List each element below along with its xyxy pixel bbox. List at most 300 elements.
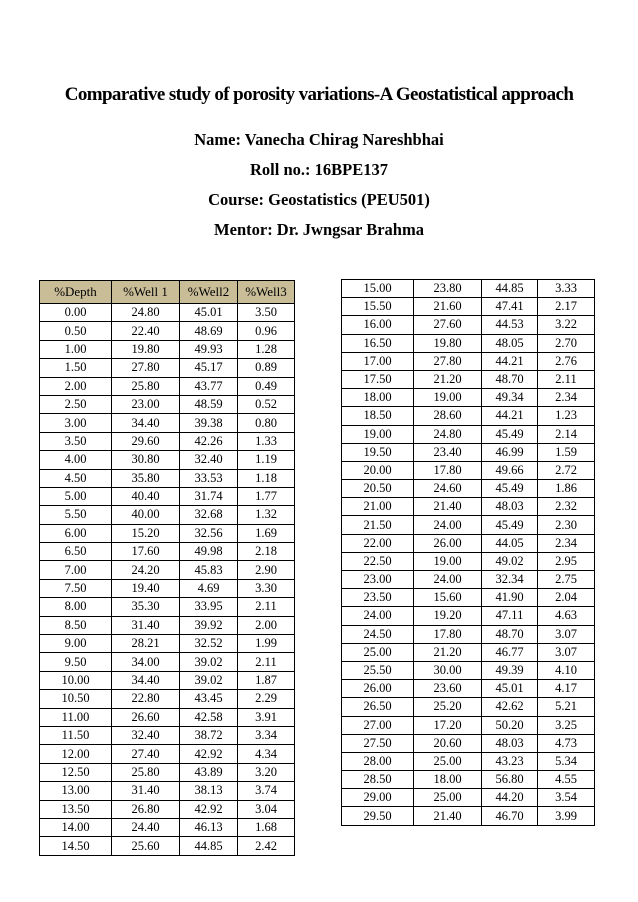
depth-cell: 19.00 bbox=[342, 425, 414, 443]
table-row bbox=[342, 807, 595, 825]
well2-cell: 44.85 bbox=[482, 280, 538, 298]
well2-cell: 56.80 bbox=[482, 771, 538, 789]
well3-cell: 4.34 bbox=[238, 745, 295, 763]
well3-cell: 3.91 bbox=[238, 708, 295, 726]
well3-cell: 2.11 bbox=[238, 598, 295, 616]
well1-cell: 24.20 bbox=[112, 561, 180, 579]
depth-cell: 26.50 bbox=[342, 698, 414, 716]
well1-cell: 15.20 bbox=[112, 524, 180, 542]
depth-cell: 16.50 bbox=[342, 334, 414, 352]
well2-cell: 48.69 bbox=[180, 322, 238, 340]
well3-cell: 1.18 bbox=[238, 469, 295, 487]
well3-cell: 3.04 bbox=[238, 800, 295, 818]
table-row bbox=[342, 298, 595, 316]
depth-cell: 13.50 bbox=[40, 800, 112, 818]
depth-cell: 14.00 bbox=[40, 818, 112, 836]
depth-cell: 15.00 bbox=[342, 280, 414, 298]
well1-cell: 24.00 bbox=[414, 571, 482, 589]
depth-cell: 12.50 bbox=[40, 763, 112, 781]
well1-cell: 21.60 bbox=[414, 298, 482, 316]
well3-cell: 4.17 bbox=[538, 680, 595, 698]
well1-cell: 21.20 bbox=[414, 643, 482, 661]
table-row bbox=[342, 661, 595, 679]
well1-cell: 26.80 bbox=[112, 800, 180, 818]
well3-cell: 4.10 bbox=[538, 661, 595, 679]
depth-cell: 13.00 bbox=[40, 782, 112, 800]
well2-cell: 48.03 bbox=[482, 734, 538, 752]
roll-number: Roll no.: 16BPE137 bbox=[250, 160, 388, 179]
depth-cell: 11.50 bbox=[40, 726, 112, 744]
table-row bbox=[342, 571, 595, 589]
table-row bbox=[40, 414, 295, 432]
well3-cell: 2.76 bbox=[538, 352, 595, 370]
well2-cell: 44.05 bbox=[482, 534, 538, 552]
well1-cell: 27.60 bbox=[414, 316, 482, 334]
well1-cell: 25.00 bbox=[414, 752, 482, 770]
table-body-left bbox=[40, 304, 295, 856]
table-row bbox=[40, 469, 295, 487]
depth-cell: 11.00 bbox=[40, 708, 112, 726]
well1-cell: 17.80 bbox=[414, 625, 482, 643]
table-row bbox=[40, 487, 295, 505]
table-row bbox=[342, 516, 595, 534]
depth-cell: 23.50 bbox=[342, 589, 414, 607]
table-row bbox=[40, 340, 295, 358]
table-row bbox=[40, 506, 295, 524]
well1-cell: 17.60 bbox=[112, 543, 180, 561]
well2-cell: 48.05 bbox=[482, 334, 538, 352]
well2-cell: 49.98 bbox=[180, 543, 238, 561]
well1-cell: 19.20 bbox=[414, 607, 482, 625]
depth-cell: 18.50 bbox=[342, 407, 414, 425]
well2-cell: 32.34 bbox=[482, 571, 538, 589]
table-row bbox=[40, 671, 295, 689]
table-row bbox=[342, 407, 595, 425]
table-row bbox=[342, 280, 595, 298]
table-row bbox=[40, 635, 295, 653]
table-row bbox=[342, 552, 595, 570]
table-row bbox=[40, 745, 295, 763]
well2-cell: 45.49 bbox=[482, 425, 538, 443]
depth-cell: 3.00 bbox=[40, 414, 112, 432]
table-row bbox=[40, 359, 295, 377]
well3-cell: 1.33 bbox=[238, 432, 295, 450]
well2-cell: 39.38 bbox=[180, 414, 238, 432]
well2-cell: 50.20 bbox=[482, 716, 538, 734]
table-row bbox=[40, 708, 295, 726]
well2-cell: 46.99 bbox=[482, 443, 538, 461]
well2-cell: 48.70 bbox=[482, 625, 538, 643]
well3-cell: 2.34 bbox=[538, 389, 595, 407]
depth-cell: 20.50 bbox=[342, 480, 414, 498]
well1-cell: 40.00 bbox=[112, 506, 180, 524]
well3-cell: 1.69 bbox=[238, 524, 295, 542]
table-row bbox=[40, 432, 295, 450]
well2-cell: 32.68 bbox=[180, 506, 238, 524]
well1-cell: 21.40 bbox=[414, 498, 482, 516]
depth-cell: 29.50 bbox=[342, 807, 414, 825]
depth-cell: 21.50 bbox=[342, 516, 414, 534]
well1-cell: 32.40 bbox=[112, 726, 180, 744]
table-row bbox=[342, 443, 595, 461]
depth-cell: 6.00 bbox=[40, 524, 112, 542]
well1-cell: 25.00 bbox=[414, 789, 482, 807]
table-row bbox=[342, 643, 595, 661]
well2-cell: 44.53 bbox=[482, 316, 538, 334]
well1-cell: 27.40 bbox=[112, 745, 180, 763]
well1-cell: 28.60 bbox=[414, 407, 482, 425]
well3-cell: 3.33 bbox=[538, 280, 595, 298]
well2-cell: 39.02 bbox=[180, 671, 238, 689]
well3-cell: 3.30 bbox=[238, 579, 295, 597]
table-row bbox=[342, 316, 595, 334]
well2-cell: 48.59 bbox=[180, 395, 238, 413]
well2-cell: 32.52 bbox=[180, 635, 238, 653]
well3-cell: 1.99 bbox=[238, 635, 295, 653]
well1-cell: 24.40 bbox=[112, 818, 180, 836]
well1-cell: 22.80 bbox=[112, 690, 180, 708]
well3-cell: 3.54 bbox=[538, 789, 595, 807]
well1-cell: 25.20 bbox=[414, 698, 482, 716]
well2-cell: 45.17 bbox=[180, 359, 238, 377]
table-row bbox=[342, 480, 595, 498]
porosity-table-right bbox=[341, 279, 595, 826]
depth-cell: 0.50 bbox=[40, 322, 112, 340]
well3-cell: 2.04 bbox=[538, 589, 595, 607]
depth-cell: 22.50 bbox=[342, 552, 414, 570]
well1-cell: 26.60 bbox=[112, 708, 180, 726]
depth-cell: 4.00 bbox=[40, 451, 112, 469]
depth-cell: 4.50 bbox=[40, 469, 112, 487]
well3-cell: 1.77 bbox=[238, 487, 295, 505]
well1-cell: 34.00 bbox=[112, 653, 180, 671]
well3-cell: 1.59 bbox=[538, 443, 595, 461]
depth-cell: 5.00 bbox=[40, 487, 112, 505]
table-row bbox=[342, 625, 595, 643]
header-well2: %Well2 bbox=[180, 281, 238, 304]
depth-cell: 28.50 bbox=[342, 771, 414, 789]
well1-cell: 23.60 bbox=[414, 680, 482, 698]
depth-cell: 26.00 bbox=[342, 680, 414, 698]
depth-cell: 29.00 bbox=[342, 789, 414, 807]
well3-cell: 4.73 bbox=[538, 734, 595, 752]
well3-cell: 2.18 bbox=[238, 543, 295, 561]
table-row bbox=[40, 322, 295, 340]
well2-cell: 47.11 bbox=[482, 607, 538, 625]
well2-cell: 32.40 bbox=[180, 451, 238, 469]
well2-cell: 49.34 bbox=[482, 389, 538, 407]
depth-cell: 15.50 bbox=[342, 298, 414, 316]
well1-cell: 21.20 bbox=[414, 370, 482, 388]
well1-cell: 30.80 bbox=[112, 451, 180, 469]
header-well1: %Well 1 bbox=[112, 281, 180, 304]
table-row bbox=[40, 616, 295, 634]
depth-cell: 8.00 bbox=[40, 598, 112, 616]
depth-cell: 21.00 bbox=[342, 498, 414, 516]
table-row bbox=[40, 377, 295, 395]
table-row bbox=[40, 690, 295, 708]
well3-cell: 2.32 bbox=[538, 498, 595, 516]
author-name: Name: Vanecha Chirag Nareshbhai bbox=[194, 130, 444, 149]
table-row bbox=[342, 771, 595, 789]
well1-cell: 34.40 bbox=[112, 414, 180, 432]
depth-cell: 1.00 bbox=[40, 340, 112, 358]
well2-cell: 38.13 bbox=[180, 782, 238, 800]
table-row bbox=[40, 561, 295, 579]
table-row bbox=[342, 389, 595, 407]
well1-cell: 35.80 bbox=[112, 469, 180, 487]
table-row bbox=[40, 800, 295, 818]
well3-cell: 2.90 bbox=[238, 561, 295, 579]
well3-cell: 2.00 bbox=[238, 616, 295, 634]
well1-cell: 20.60 bbox=[414, 734, 482, 752]
table-row bbox=[342, 425, 595, 443]
depth-cell: 22.00 bbox=[342, 534, 414, 552]
well1-cell: 19.80 bbox=[414, 334, 482, 352]
well3-cell: 2.29 bbox=[238, 690, 295, 708]
well3-cell: 4.55 bbox=[538, 771, 595, 789]
well1-cell: 31.40 bbox=[112, 782, 180, 800]
well3-cell: 1.23 bbox=[538, 407, 595, 425]
table-row bbox=[40, 524, 295, 542]
well3-cell: 2.34 bbox=[538, 534, 595, 552]
well2-cell: 45.01 bbox=[180, 304, 238, 322]
well1-cell: 25.60 bbox=[112, 837, 180, 855]
table-row bbox=[40, 543, 295, 561]
table-row bbox=[40, 818, 295, 836]
well2-cell: 48.70 bbox=[482, 370, 538, 388]
table-row bbox=[40, 837, 295, 855]
table-row bbox=[342, 716, 595, 734]
well1-cell: 25.80 bbox=[112, 377, 180, 395]
well2-cell: 39.92 bbox=[180, 616, 238, 634]
well2-cell: 49.02 bbox=[482, 552, 538, 570]
well2-cell: 4.69 bbox=[180, 579, 238, 597]
depth-cell: 2.00 bbox=[40, 377, 112, 395]
depth-cell: 27.50 bbox=[342, 734, 414, 752]
well2-cell: 39.02 bbox=[180, 653, 238, 671]
well3-cell: 2.42 bbox=[238, 837, 295, 855]
well3-cell: 0.96 bbox=[238, 322, 295, 340]
table-row bbox=[342, 534, 595, 552]
table-row bbox=[40, 598, 295, 616]
depth-cell: 18.00 bbox=[342, 389, 414, 407]
well2-cell: 42.92 bbox=[180, 800, 238, 818]
well1-cell: 19.80 bbox=[112, 340, 180, 358]
table-row bbox=[342, 789, 595, 807]
well3-cell: 0.52 bbox=[238, 395, 295, 413]
depth-cell: 28.00 bbox=[342, 752, 414, 770]
well3-cell: 1.87 bbox=[238, 671, 295, 689]
depth-cell: 17.00 bbox=[342, 352, 414, 370]
well3-cell: 2.70 bbox=[538, 334, 595, 352]
well1-cell: 17.20 bbox=[414, 716, 482, 734]
well3-cell: 1.19 bbox=[238, 451, 295, 469]
mentor-name: Mentor: Dr. Jwngsar Brahma bbox=[214, 220, 424, 239]
well1-cell: 26.00 bbox=[414, 534, 482, 552]
depth-cell: 27.00 bbox=[342, 716, 414, 734]
well1-cell: 23.40 bbox=[414, 443, 482, 461]
well2-cell: 46.77 bbox=[482, 643, 538, 661]
well1-cell: 17.80 bbox=[414, 461, 482, 479]
well1-cell: 15.60 bbox=[414, 589, 482, 607]
table-row bbox=[342, 498, 595, 516]
table-row bbox=[342, 370, 595, 388]
well2-cell: 45.49 bbox=[482, 480, 538, 498]
well1-cell: 40.40 bbox=[112, 487, 180, 505]
page-title: Comparative study of porosity variations-A Geostatistical approach bbox=[64, 84, 574, 105]
header-well3: %Well3 bbox=[238, 281, 295, 304]
well1-cell: 21.40 bbox=[414, 807, 482, 825]
table-body-right bbox=[342, 280, 595, 826]
well2-cell: 44.20 bbox=[482, 789, 538, 807]
well2-cell: 48.03 bbox=[482, 498, 538, 516]
table-row bbox=[40, 726, 295, 744]
well3-cell: 3.22 bbox=[538, 316, 595, 334]
depth-cell: 16.00 bbox=[342, 316, 414, 334]
well2-cell: 46.70 bbox=[482, 807, 538, 825]
well1-cell: 34.40 bbox=[112, 671, 180, 689]
table-row bbox=[40, 304, 295, 322]
table-row bbox=[342, 607, 595, 625]
well3-cell: 3.34 bbox=[238, 726, 295, 744]
depth-cell: 1.50 bbox=[40, 359, 112, 377]
depth-cell: 24.50 bbox=[342, 625, 414, 643]
depth-cell: 6.50 bbox=[40, 543, 112, 561]
depth-cell: 20.00 bbox=[342, 461, 414, 479]
well2-cell: 46.13 bbox=[180, 818, 238, 836]
well2-cell: 43.23 bbox=[482, 752, 538, 770]
depth-cell: 7.50 bbox=[40, 579, 112, 597]
well2-cell: 49.93 bbox=[180, 340, 238, 358]
well1-cell: 35.30 bbox=[112, 598, 180, 616]
well3-cell: 2.75 bbox=[538, 571, 595, 589]
table-row bbox=[342, 752, 595, 770]
depth-cell: 10.00 bbox=[40, 671, 112, 689]
table-row bbox=[342, 352, 595, 370]
well3-cell: 5.21 bbox=[538, 698, 595, 716]
course-name: Course: Geostatistics (PEU501) bbox=[208, 190, 430, 209]
well1-cell: 27.80 bbox=[414, 352, 482, 370]
well3-cell: 2.95 bbox=[538, 552, 595, 570]
table-row bbox=[40, 782, 295, 800]
well1-cell: 24.60 bbox=[414, 480, 482, 498]
well2-cell: 45.49 bbox=[482, 516, 538, 534]
well2-cell: 49.39 bbox=[482, 661, 538, 679]
well3-cell: 3.25 bbox=[538, 716, 595, 734]
well3-cell: 0.80 bbox=[238, 414, 295, 432]
well3-cell: 1.32 bbox=[238, 506, 295, 524]
well3-cell: 1.28 bbox=[238, 340, 295, 358]
depth-cell: 10.50 bbox=[40, 690, 112, 708]
well2-cell: 43.89 bbox=[180, 763, 238, 781]
well2-cell: 33.53 bbox=[180, 469, 238, 487]
table-row bbox=[342, 461, 595, 479]
porosity-table-left bbox=[39, 280, 295, 856]
depth-cell: 5.50 bbox=[40, 506, 112, 524]
depth-cell: 19.50 bbox=[342, 443, 414, 461]
well3-cell: 0.89 bbox=[238, 359, 295, 377]
well3-cell: 2.30 bbox=[538, 516, 595, 534]
depth-cell: 14.50 bbox=[40, 837, 112, 855]
well1-cell: 18.00 bbox=[414, 771, 482, 789]
well1-cell: 31.40 bbox=[112, 616, 180, 634]
well3-cell: 5.34 bbox=[538, 752, 595, 770]
well1-cell: 29.60 bbox=[112, 432, 180, 450]
well2-cell: 44.85 bbox=[180, 837, 238, 855]
well3-cell: 2.11 bbox=[238, 653, 295, 671]
well1-cell: 23.00 bbox=[112, 395, 180, 413]
well2-cell: 45.83 bbox=[180, 561, 238, 579]
table-row bbox=[342, 734, 595, 752]
well2-cell: 38.72 bbox=[180, 726, 238, 744]
well2-cell: 41.90 bbox=[482, 589, 538, 607]
well1-cell: 19.00 bbox=[414, 552, 482, 570]
table-row bbox=[40, 451, 295, 469]
depth-cell: 9.50 bbox=[40, 653, 112, 671]
header-depth: %Depth bbox=[40, 281, 112, 304]
depth-cell: 25.00 bbox=[342, 643, 414, 661]
well1-cell: 19.00 bbox=[414, 389, 482, 407]
well1-cell: 24.00 bbox=[414, 516, 482, 534]
table-row bbox=[40, 395, 295, 413]
depth-cell: 12.00 bbox=[40, 745, 112, 763]
well3-cell: 3.07 bbox=[538, 625, 595, 643]
well1-cell: 25.80 bbox=[112, 763, 180, 781]
well3-cell: 2.14 bbox=[538, 425, 595, 443]
table-header-row bbox=[40, 281, 295, 304]
well3-cell: 1.68 bbox=[238, 818, 295, 836]
depth-cell: 24.00 bbox=[342, 607, 414, 625]
well3-cell: 3.20 bbox=[238, 763, 295, 781]
well2-cell: 42.92 bbox=[180, 745, 238, 763]
depth-cell: 17.50 bbox=[342, 370, 414, 388]
well3-cell: 2.72 bbox=[538, 461, 595, 479]
depth-cell: 9.00 bbox=[40, 635, 112, 653]
table-row bbox=[342, 698, 595, 716]
well2-cell: 43.77 bbox=[180, 377, 238, 395]
well1-cell: 19.40 bbox=[112, 579, 180, 597]
well1-cell: 22.40 bbox=[112, 322, 180, 340]
depth-cell: 23.00 bbox=[342, 571, 414, 589]
table-row bbox=[342, 334, 595, 352]
well2-cell: 49.66 bbox=[482, 461, 538, 479]
well2-cell: 32.56 bbox=[180, 524, 238, 542]
well2-cell: 33.95 bbox=[180, 598, 238, 616]
well3-cell: 4.63 bbox=[538, 607, 595, 625]
well2-cell: 44.21 bbox=[482, 407, 538, 425]
depth-cell: 8.50 bbox=[40, 616, 112, 634]
well3-cell: 1.86 bbox=[538, 480, 595, 498]
depth-cell: 0.00 bbox=[40, 304, 112, 322]
table-row bbox=[40, 763, 295, 781]
well3-cell: 3.99 bbox=[538, 807, 595, 825]
well2-cell: 42.58 bbox=[180, 708, 238, 726]
depth-cell: 7.00 bbox=[40, 561, 112, 579]
well2-cell: 44.21 bbox=[482, 352, 538, 370]
well3-cell: 3.50 bbox=[238, 304, 295, 322]
well3-cell: 3.07 bbox=[538, 643, 595, 661]
well1-cell: 30.00 bbox=[414, 661, 482, 679]
well2-cell: 45.01 bbox=[482, 680, 538, 698]
well2-cell: 43.45 bbox=[180, 690, 238, 708]
well1-cell: 28.21 bbox=[112, 635, 180, 653]
depth-cell: 2.50 bbox=[40, 395, 112, 413]
well2-cell: 31.74 bbox=[180, 487, 238, 505]
table-row bbox=[40, 579, 295, 597]
table-row bbox=[342, 680, 595, 698]
well2-cell: 42.62 bbox=[482, 698, 538, 716]
